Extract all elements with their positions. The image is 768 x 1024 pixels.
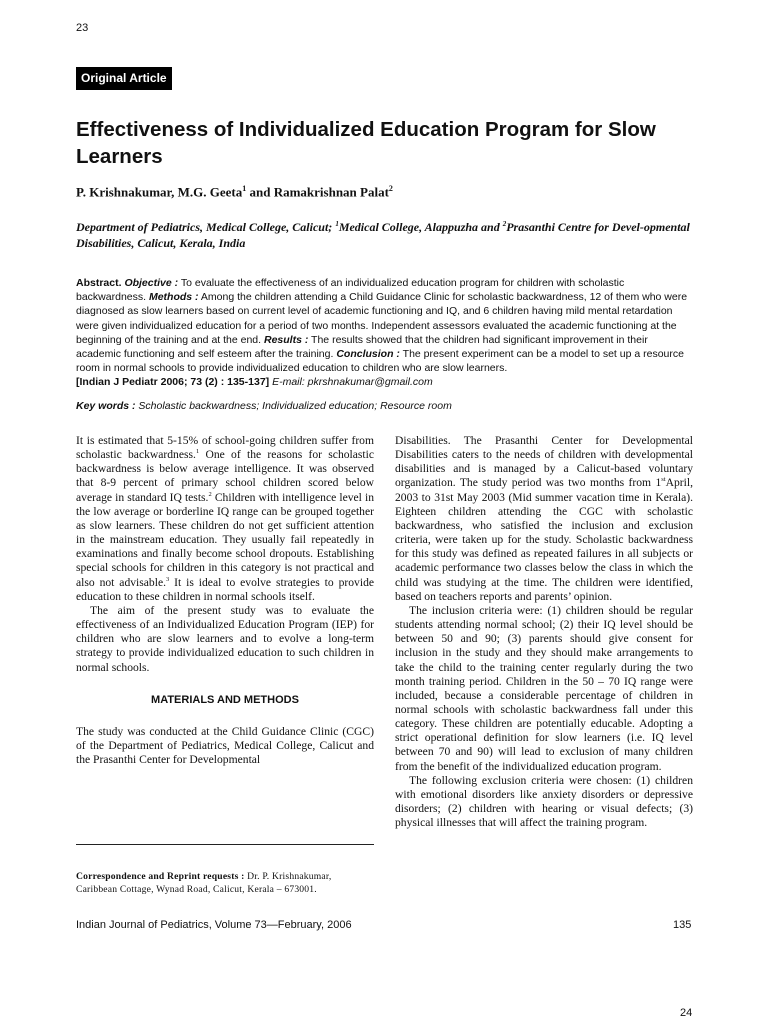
methods-paragraph: The study was conducted at the Child Guidance Clinic (CGC) of the Department of Pediatrics, Medical College, Calicut and the Prasanthi Center for Developmental <box>76 724 374 767</box>
affiliation-3: Prasanthi Centre for Devel-opmental Disabilities, Calicut, Kerala, India <box>76 220 690 250</box>
abstract-label: Abstract. <box>76 277 122 289</box>
intro-text-4: It is ideal to evolve strategies to provide education to these children in normal schools itself. <box>76 575 375 603</box>
footnote-divider <box>76 844 374 845</box>
author-names-2: and Ramakrishnan Palat <box>246 184 389 200</box>
reference-mark: 3 <box>166 575 170 583</box>
journal-page-number: 135 <box>673 919 692 931</box>
study-setting-paragraph <box>395 434 693 604</box>
affiliation-mark-1: 1 <box>335 220 339 228</box>
abstract <box>76 276 693 390</box>
intro-text-3: Children with intelligence level in the low average or borderline IQ range can be grouped together as slow learners. These children do not get sufficient attention in the mainstream education. They usually fail repeatedly in examinations and finally become school dropouts. Establishing special schools for children in this category is not practical and also not advisable. <box>76 490 375 589</box>
scan-page-number-bottom: 24 <box>680 1007 693 1019</box>
left-column <box>76 434 374 767</box>
affiliation-2: Medical College, Alappuzha and <box>338 220 503 234</box>
affiliation-1: Department of Pediatrics, Medical College, Calicut; <box>76 220 336 234</box>
reference-mark: 1 <box>195 448 200 456</box>
scan-page-number-top: 23 <box>76 22 89 34</box>
email-contact: E-mail: pkrshnakumar@gmail.com <box>269 376 433 389</box>
conclusion-text: The present experiment can be a model to set up a resource room in normal schools to provide individualized education to children who are slow learners. <box>76 348 684 375</box>
correspondence-label: Correspondence and Reprint requests : <box>76 871 245 882</box>
correspondence-text: Dr. P. Krishnakumar, Caribbean Cottage, Wynad Road, Calicut, Kerala – 673001. <box>76 871 332 895</box>
intro-text-2: One of the reasons for scholastic backwardness is below average intelligence. It was observed that 8-9 percent of primary school children scored below average in standard IQ tests. <box>76 448 374 504</box>
author-names-1: P. Krishnakumar, M.G. Geeta <box>76 184 243 200</box>
citation: [Indian J Pediatr 2006; 73 (2) : 135-137] <box>76 376 270 389</box>
author-affil-mark-2: 2 <box>388 184 393 193</box>
journal-footer: Indian Journal of Pediatrics, Volume 73—February, 2006 <box>76 919 352 931</box>
keywords <box>76 400 452 412</box>
objective-text: To evaluate the effectiveness of an individualized education program for children with scholastic backwardness. <box>76 277 625 304</box>
article-type-badge: Original Article <box>76 67 172 90</box>
keywords-label: Key words : <box>76 400 136 412</box>
results-label: Results : <box>263 333 309 346</box>
aim-paragraph: The aim of the present study was to evaluate the effectiveness of an Individualized Education Program (IEP) for children who are slow learners and to evolve a long-term strategy to provide individualized education to such children in normal schools. <box>76 603 374 674</box>
author-affil-mark-1: 1 <box>242 184 247 193</box>
affiliation-mark-2: 2 <box>502 220 507 228</box>
right-column <box>395 434 693 830</box>
methods-label: Methods : <box>148 291 199 304</box>
correspondence-note <box>76 870 374 896</box>
affiliations <box>76 217 693 251</box>
reference-mark: 2 <box>208 490 212 498</box>
keywords-text: Scholastic backwardness; Individualized education; Resource room <box>135 400 452 412</box>
article-title: Effectiveness of Individualized Education Program for Slow Learners <box>76 118 656 168</box>
exclusion-criteria-paragraph: The following exclusion criteria were chosen: (1) children with emotional disorders like anxiety disorders or depressive disorders; (2) children with hearing or visual defects; (3) physical illnesses that will affect the training program. <box>395 773 693 830</box>
conclusion-label: Conclusion : <box>336 348 400 361</box>
ordinal-suffix: st <box>661 476 666 484</box>
author-list <box>76 184 393 200</box>
intro-paragraph <box>76 434 374 604</box>
methods-text: Among the children attending a Child Guidance Clinic for scholastic backwardness, 12 of them who were diagnosed as slow learners based on current level of academic functioning and IQ, and 6 children having mild mental retardation were given individualized education for a period of two months. Independent assessors evaluated the academic functioning at the beginning of the training and at the end. <box>76 291 688 346</box>
objective-label: Objective : <box>124 277 179 289</box>
inclusion-criteria-paragraph: The inclusion criteria were: (1) children should be regular students attending normal school; (2) their IQ level should be between 50 and 90; (3) parents should give consent for inclusion in the study and they should make arrangements to take the child to the training center regularly during the two month training period. Children in the 50 – 70 IQ range were included, because a considerable percentage of children in normal schools with scholastic backwardness fall under this category. These children are potentially educable. Adopting a strict operational definition for slow learners (i.e. IQ level between 70 and 90) will lead to exclusion of many children from the benefit of the individualized education program. <box>395 603 693 773</box>
study-setting-text-1: Disabilities. The Prasanthi Center for Developmental Disabilities caters to the needs of children with developmental disabilities and is managed by a Calicut-based voluntary organization. The study period was two months from 1 <box>395 434 693 490</box>
study-setting-text-2: April, 2003 to 31st May 2003 (Mid summer vacation time in Kerala). Eighteen children attending the CGC with scholastic backwardness, who satisfied the inclusion and exclusion criteria, were taken up for the study. Scholastic backwardness for this study was defined as repeated failures in all subjects or academic performance two classes below the class in which the child was studying at the time. The children were identified, based on teachers reports and parents’ opinion. <box>395 476 693 603</box>
section-heading-methods: MATERIALS AND METHODS <box>151 693 299 706</box>
results-text: The results showed that the children had significant improvement in their academic functioning and self esteem after the training. <box>76 333 648 361</box>
intro-text-1: It is estimated that 5-15% of school-going children suffer from scholastic backwardness. <box>76 434 374 462</box>
